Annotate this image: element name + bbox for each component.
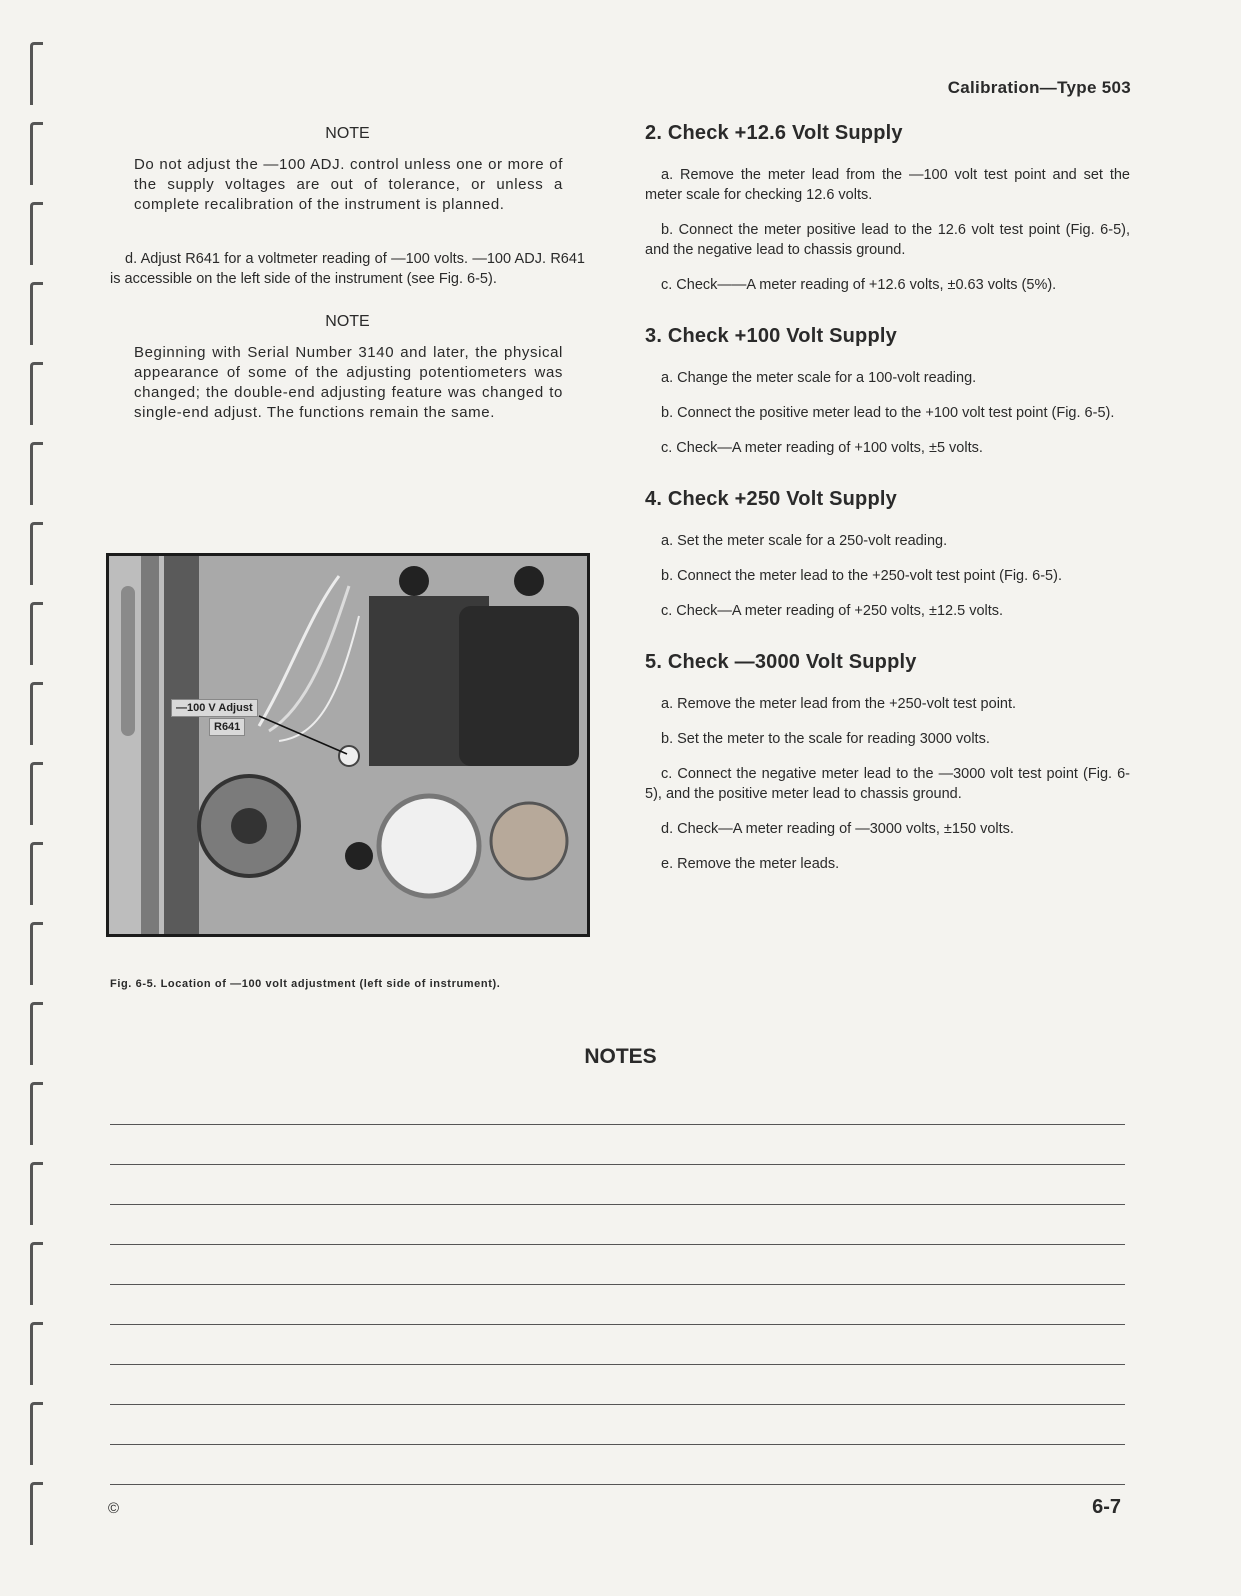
procedure-step: b. Connect the meter lead to the +250-volt test point (Fig. 6-5).: [661, 568, 1062, 584]
procedure-step: d. Check—A meter reading of —3000 volts, ±150 volts.: [661, 821, 1014, 837]
notes-rule: [110, 1124, 1125, 1125]
binder-ring: [30, 442, 43, 505]
binder-ring: [30, 282, 43, 345]
notes-rule: [110, 1244, 1125, 1245]
notes-rule: [110, 1284, 1125, 1285]
binder-rings: [0, 0, 60, 1596]
callout-label: R641: [209, 718, 245, 736]
binder-ring: [30, 682, 43, 745]
copyright-mark: ©: [108, 1500, 120, 1517]
binder-ring: [30, 202, 43, 265]
photo-illustration: [109, 556, 587, 934]
procedure-section: [645, 651, 1130, 874]
instrument-photo: [106, 553, 590, 937]
callout-label: —100 V Adjust: [171, 699, 258, 717]
figure-caption: Fig. 6-5. Location of —100 volt adjustment (left side of instrument).: [110, 978, 501, 990]
procedure-step: b. Connect the positive meter lead to the +100 volt test point (Fig. 6-5).: [661, 405, 1115, 421]
note-title: NOTE: [325, 313, 370, 330]
binder-ring: [30, 1322, 43, 1385]
procedure-step: b. Connect the meter positive lead to the 12.6 volt test point (Fig. 6-5), and the negative lead to chassis ground.: [645, 222, 1130, 258]
notes-title: NOTES: [584, 1045, 657, 1068]
notes-rule: [110, 1204, 1125, 1205]
procedure-step: e. Remove the meter leads.: [661, 856, 840, 872]
procedure-step: c. Check—A meter reading of +250 volts, ±12.5 volts.: [661, 603, 1004, 619]
binder-ring: [30, 1162, 43, 1225]
notes-rule: [110, 1444, 1125, 1445]
procedure-step: c. Check—A meter reading of +100 volts, ±5 volts.: [661, 440, 983, 456]
procedure-section: [645, 325, 1130, 458]
binder-ring: [30, 1242, 43, 1305]
right-column: [645, 122, 1130, 889]
procedure-step: a. Remove the meter lead from the —100 volt test point and set the meter scale for checking 12.6 volts.: [645, 167, 1130, 203]
procedure-step: a. Set the meter scale for a 250-volt reading.: [661, 533, 948, 549]
binder-ring: [30, 602, 43, 665]
procedure-step: b. Set the meter to the scale for reading 3000 volts.: [661, 731, 990, 747]
notes-rule: [110, 1164, 1125, 1165]
binder-ring: [30, 42, 43, 105]
procedure-step: c. Connect the negative meter lead to the —3000 volt test point (Fig. 6-5), and the positive meter lead to chassis ground.: [645, 766, 1130, 802]
section-title: 3. Check +100 Volt Supply: [645, 325, 897, 347]
section-title: 5. Check —3000 Volt Supply: [645, 651, 917, 673]
note-body: Beginning with Serial Number 3140 and later, the physical appearance of some of the adjusting potentiometers was changed; the double-end adjusting feature was changed to single-end adjust. The functions remain the same.: [134, 344, 563, 421]
left-column: [110, 125, 585, 423]
binder-ring: [30, 762, 43, 825]
binder-ring: [30, 1082, 43, 1145]
binder-ring: [30, 842, 43, 905]
note-body: Do not adjust the —100 ADJ. control unless one or more of the supply voltages are out of tolerance, or unless a complete recalibration of the instrument is planned.: [134, 156, 563, 213]
step-paragraph: d. Adjust R641 for a voltmeter reading of —100 volts. —100 ADJ. R641 is accessible on the left side of the instrument (see Fig. 6-5).: [110, 251, 585, 287]
notes-rule: [110, 1484, 1125, 1485]
note-title: NOTE: [325, 125, 370, 142]
binder-ring: [30, 1402, 43, 1465]
binder-ring: [30, 362, 43, 425]
binder-ring: [30, 922, 43, 985]
section-title: 2. Check +12.6 Volt Supply: [645, 122, 903, 144]
notes-rule: [110, 1324, 1125, 1325]
procedure-section: [645, 488, 1130, 621]
binder-ring: [30, 122, 43, 185]
procedure-step: a. Remove the meter lead from the +250-volt test point.: [661, 696, 1017, 712]
binder-ring: [30, 522, 43, 585]
notes-rule: [110, 1404, 1125, 1405]
notes-rule: [110, 1364, 1125, 1365]
procedure-step: a. Change the meter scale for a 100-volt reading.: [661, 370, 977, 386]
section-title: 4. Check +250 Volt Supply: [645, 488, 897, 510]
page-number: 6-7: [1092, 1496, 1121, 1518]
procedure-section: [645, 122, 1130, 295]
binder-ring: [30, 1482, 43, 1545]
running-header: Calibration—Type 503: [947, 78, 1131, 97]
procedure-step: c. Check——A meter reading of +12.6 volts, ±0.63 volts (5%).: [661, 277, 1057, 293]
